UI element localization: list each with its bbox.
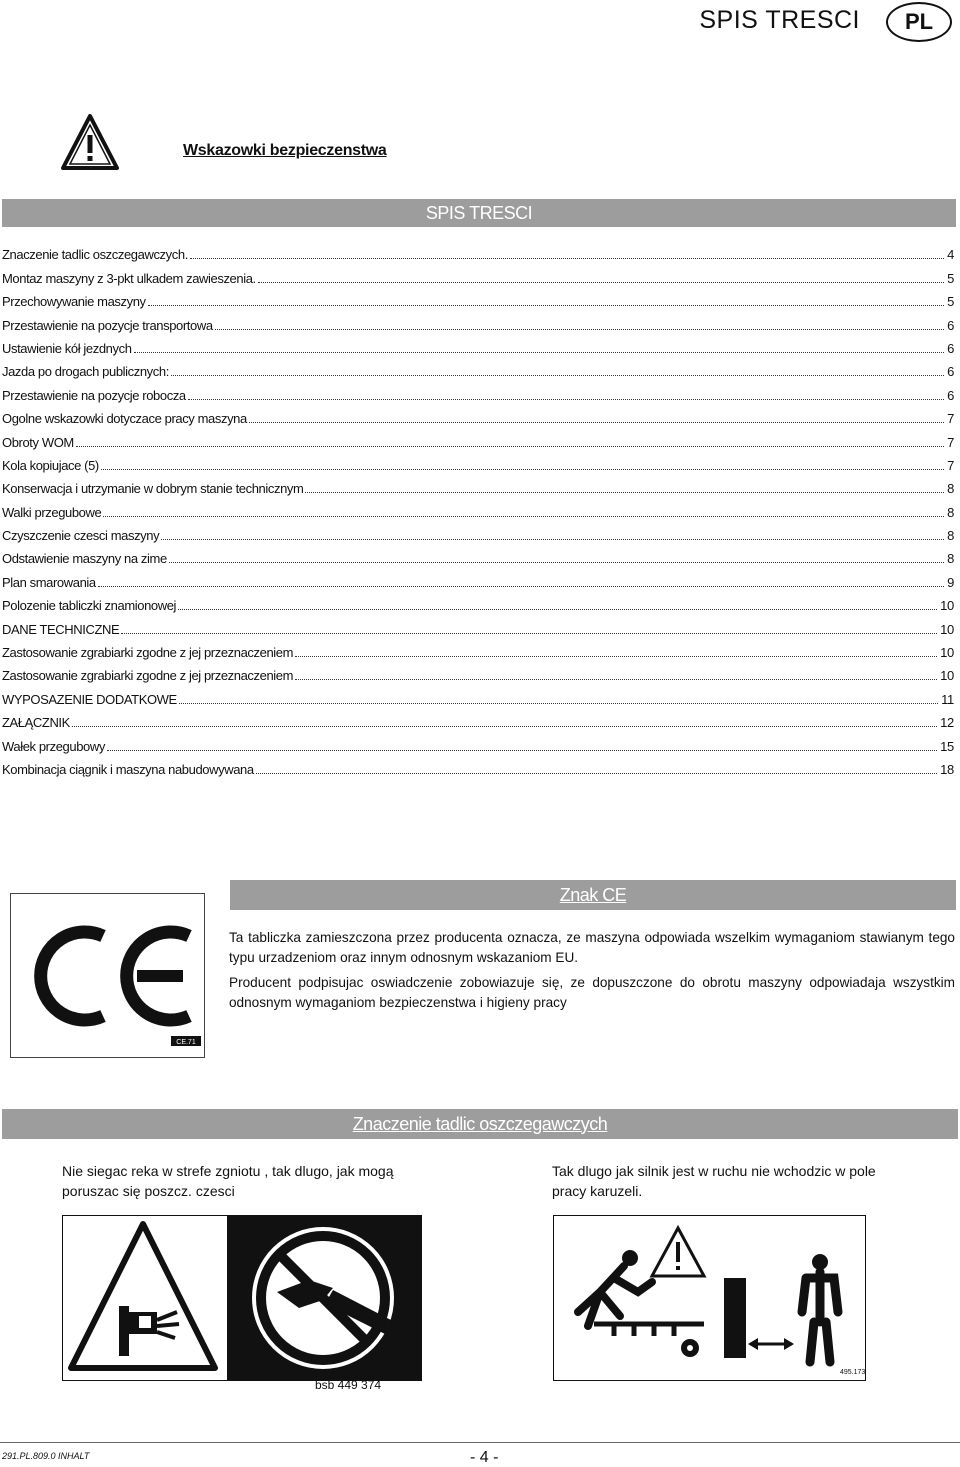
toc-entry-title: Przestawienie na pozycje transportowa — [2, 317, 213, 333]
toc-leader — [103, 516, 944, 517]
toc-entry[interactable] — [2, 730, 954, 753]
toc-entry-page: 5 — [947, 294, 954, 310]
toc-entry-page: 10 — [940, 645, 954, 661]
toc-leader — [256, 773, 937, 774]
toc-entry-title: Przechowywanie maszyny — [2, 294, 146, 310]
toc-leader — [121, 633, 937, 634]
toc-leader — [179, 703, 938, 704]
toc-leader — [178, 609, 937, 610]
toc-entry-title: Ogolne wskazowki dotyczace pracy maszyna — [2, 411, 247, 427]
footer-divider — [0, 1442, 960, 1443]
toc-entry-title: ZAŁĄCZNIK — [2, 715, 70, 731]
ce-paragraph-2: Producent podpisujac oswiadczenie zobowiazuje się, ze dopuszczone do obrotu maszyny odpowiadaja wszystkim odnosnym wymaganiom bezpieczenstwa i higieny pracy — [229, 975, 955, 1010]
toc-entry-page: 5 — [947, 270, 954, 286]
toc-entry-page: 7 — [947, 457, 954, 473]
ce-mark-icon — [11, 894, 204, 1057]
toc-entry-page: 8 — [947, 481, 954, 497]
ce-plate-code: CE.71 — [176, 1039, 196, 1046]
toc-entry-page: 10 — [940, 668, 954, 684]
toc-entry[interactable] — [2, 356, 954, 379]
toc-entry[interactable] — [2, 450, 954, 473]
toc-entry[interactable] — [2, 239, 954, 262]
toc-leader — [76, 446, 944, 447]
toc-leader — [171, 375, 944, 376]
toc-entry-page: 6 — [947, 317, 954, 333]
toc-entry-title: Kola kopiujace (5) — [2, 457, 99, 473]
toc-entry-title: Walki przegubowe — [2, 504, 102, 520]
header-title: SPIS TRESCI — [699, 6, 860, 34]
toc-leader — [98, 586, 944, 587]
warning-triangle-icon — [60, 113, 120, 171]
ce-mark-plate — [10, 893, 205, 1058]
ce-paragraph-1: Ta tabliczka zamieszczona przez producenta oznacza, ze maszyna odpowiada wszelkim wymaganiom stawianym tego typu urzadzeniom oraz innym odnosnym wskazaniom EU. — [229, 930, 955, 965]
toc-leader — [305, 492, 944, 493]
toc-entry[interactable] — [2, 286, 954, 309]
symbols-heading-band — [2, 1109, 958, 1139]
toc-entry[interactable] — [2, 683, 954, 706]
toc-leader — [134, 352, 945, 353]
toc-entry-title: Przestawienie na pozycje robocza — [2, 387, 186, 403]
rotor-hazard-sticker — [553, 1215, 866, 1381]
toc-entry-page: 8 — [947, 528, 954, 544]
toc-entry-title: Znaczenie tadlic oszczegawczych. — [2, 247, 188, 263]
toc-entry[interactable] — [2, 496, 954, 519]
toc-leader — [295, 656, 937, 657]
toc-entry-page: 7 — [947, 434, 954, 450]
safety-title: Wskazowki bezpieczenstwa — [183, 142, 387, 159]
symbol-left-text: Nie siegac reka w strefe zgniotu , tak dlugo, jak mogą poruszac się poszcz. czesci — [62, 1163, 394, 1199]
toc-entry-title: Montaz maszyny z 3-pkt ulkadem zawieszenia. — [2, 270, 256, 286]
toc-entry-title: Czyszczenie czesci maszyny — [2, 528, 160, 544]
toc-entry-title: Obroty WOM — [2, 434, 74, 450]
toc-leader — [101, 469, 944, 470]
footer-doc-code: 291.PL.809.0 INHALT — [2, 1451, 90, 1461]
toc-leader — [107, 750, 937, 751]
toc-leader — [188, 399, 944, 400]
toc-entry[interactable] — [2, 333, 954, 356]
toc-entry[interactable] — [2, 754, 954, 777]
toc-entry-page: 12 — [940, 715, 954, 731]
toc-entry-title: Konserwacja i utrzymanie w dobrym stanie technicznym — [2, 481, 304, 497]
symbol-right-text: Tak dlugo jak silnik jest w ruchu nie wchodzic w pole pracy karuzeli. — [552, 1163, 876, 1199]
toc-entry[interactable] — [2, 473, 954, 496]
toc-entry[interactable] — [2, 426, 954, 449]
toc-entry[interactable] — [2, 309, 954, 332]
toc-entry[interactable] — [2, 262, 954, 285]
toc-entry-title: DANE TECHNICZNE — [2, 621, 120, 637]
toc-entry-page: 11 — [941, 691, 954, 707]
toc-leader — [148, 305, 944, 306]
toc-entry-page: 9 — [947, 574, 954, 590]
table-of-contents — [2, 239, 954, 777]
toc-leader — [215, 329, 944, 330]
toc-leader — [258, 282, 944, 283]
toc-entry[interactable] — [2, 660, 954, 683]
toc-heading-band — [2, 199, 956, 227]
ce-heading: Znak CE — [559, 884, 627, 905]
toc-entry-page: 6 — [947, 364, 954, 380]
toc-entry-page: 6 — [947, 340, 954, 356]
toc-entry-page: 7 — [947, 411, 954, 427]
symbols-heading: Znaczenie tadlic oszczegawczych — [352, 1113, 608, 1134]
right-sticker-code: 495.173 — [840, 1369, 865, 1376]
toc-leader — [169, 562, 944, 563]
toc-entry-title: Kombinacja ciągnik i maszyna nabudowywana — [2, 761, 254, 777]
language-badge: PL — [886, 2, 952, 42]
toc-entry-title: Zastosowanie zgrabiarki zgodne z jej przeznaczeniem — [2, 668, 294, 684]
toc-entry-page: 10 — [940, 621, 954, 637]
toc-entry-page: 15 — [940, 738, 954, 754]
toc-entry[interactable] — [2, 590, 954, 613]
toc-entry-title: Odstawienie maszyny na zime — [2, 551, 167, 567]
toc-leader — [249, 422, 944, 423]
toc-entry-title: Polozenie tabliczki znamionowej — [2, 598, 177, 614]
toc-entry-page: 4 — [947, 247, 954, 263]
toc-entry[interactable] — [2, 613, 954, 636]
toc-entry-title: Wałek przegubowy — [2, 738, 105, 754]
toc-entry-title: Jazda po drogach publicznych: — [2, 364, 169, 380]
toc-entry-title: WYPOSAZENIE DODATKOWE — [2, 691, 177, 707]
toc-leader — [161, 539, 944, 540]
toc-leader — [295, 679, 937, 680]
toc-entry[interactable] — [2, 707, 954, 730]
toc-entry[interactable] — [2, 403, 954, 426]
toc-entry[interactable] — [2, 520, 954, 543]
toc-entry[interactable] — [2, 637, 954, 660]
toc-entry-title: Zastosowanie zgrabiarki zgodne z jej przeznaczeniem — [2, 645, 294, 661]
toc-entry-page: 18 — [940, 761, 954, 777]
crush-hazard-sticker — [62, 1215, 422, 1381]
toc-entry-page: 8 — [947, 551, 954, 567]
toc-heading: SPIS TRESCI — [425, 202, 533, 223]
toc-entry[interactable] — [2, 379, 954, 402]
toc-entry-page: 6 — [947, 387, 954, 403]
toc-entry-title: Plan smarowania — [2, 574, 96, 590]
toc-entry[interactable] — [2, 566, 954, 589]
toc-entry[interactable] — [2, 543, 954, 566]
footer-page-number: - 4 - — [470, 1449, 499, 1466]
toc-entry-page: 8 — [947, 504, 954, 520]
toc-leader — [72, 726, 937, 727]
left-sticker-code: bsb 449 374 — [315, 1378, 382, 1392]
ce-heading-band — [230, 880, 956, 910]
toc-leader — [190, 258, 944, 259]
toc-entry-title: Ustawienie kół jezdnych — [2, 340, 132, 356]
toc-entry-page: 10 — [940, 598, 954, 614]
